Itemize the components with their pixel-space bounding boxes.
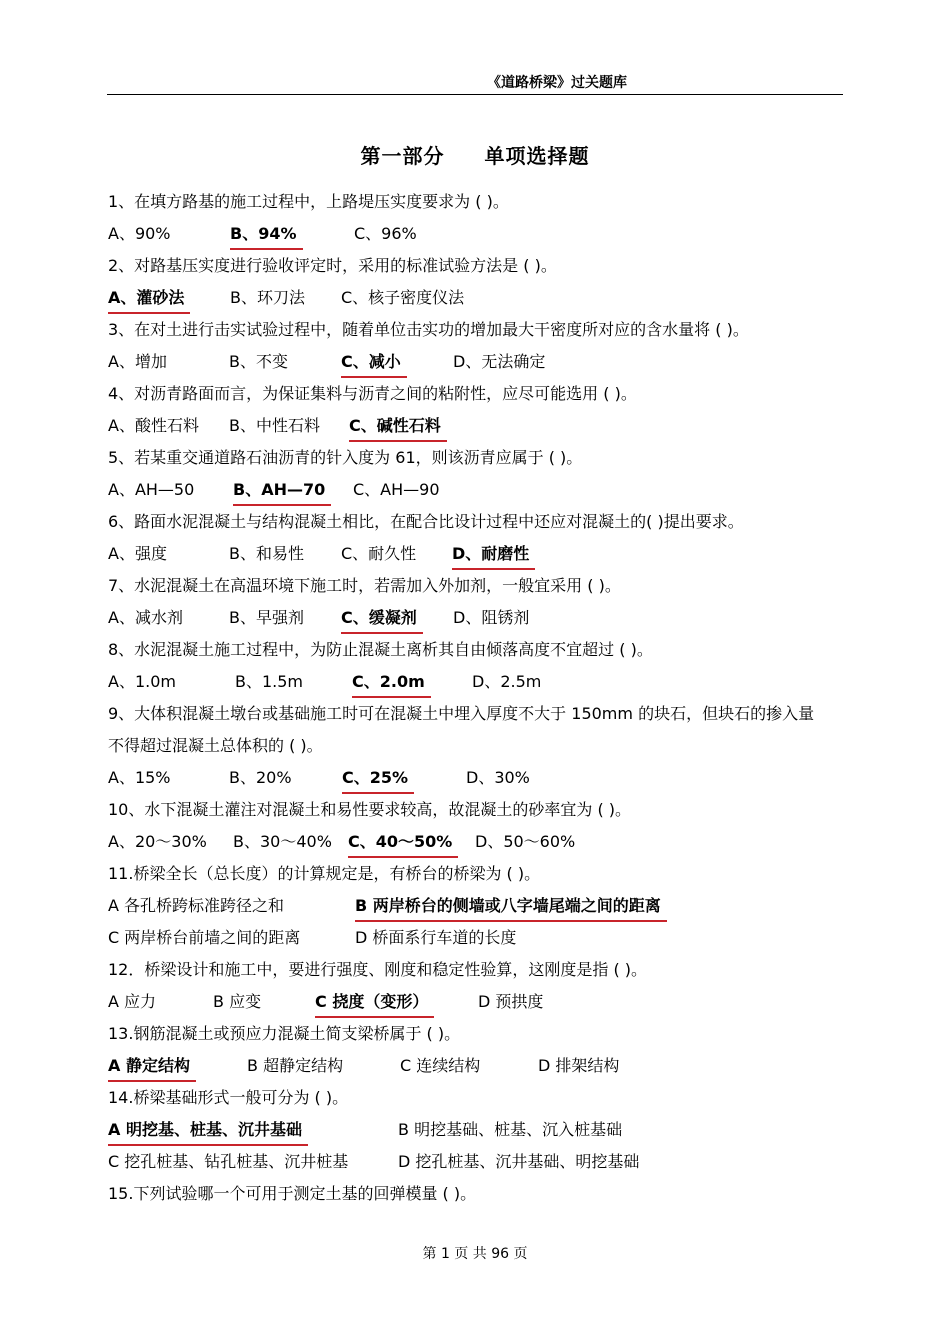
answer-option: C、碱性石料 [349, 414, 447, 442]
answer-option: C、减小 [341, 350, 407, 378]
option: D、无法确定 [453, 352, 546, 371]
option: B、和易性 [229, 544, 304, 563]
option: A、AH—50 [108, 480, 195, 499]
option: C 挖孔桩基、钻孔桩基、沉井桩基 [108, 1152, 349, 1171]
option: B 超静定结构 [247, 1056, 344, 1075]
option: B、1.5m [235, 672, 304, 691]
part-name: 单项选择题 [484, 144, 590, 168]
option: C、核子密度仪法 [341, 288, 465, 307]
option: B、30～40% [233, 832, 332, 851]
answer-option: D、耐磨性 [452, 542, 535, 570]
answer-option: A、灌砂法 [108, 286, 190, 314]
question-10: 10、水下混凝土灌注对混凝土和易性要求较高，故混凝土的砂率宜为 ( )。 [108, 800, 632, 819]
option: D 挖孔桩基、沉井基础、明挖基础 [398, 1152, 640, 1171]
page-header [107, 72, 843, 95]
option: B 明挖基础、桩基、沉入桩基础 [398, 1120, 623, 1139]
option: A、减水剂 [108, 608, 183, 627]
option: A 各孔桥跨标准跨径之和 [108, 896, 285, 915]
option: B、环刀法 [230, 288, 305, 307]
option: D 排架结构 [538, 1056, 620, 1075]
option: D、2.5m [472, 672, 542, 691]
option: B、早强剂 [229, 608, 304, 627]
question-4: 4、对沥青路面而言，为保证集料与沥青之间的粘附性，应尽可能选用 ( )。 [108, 384, 637, 403]
option: C、耐久性 [341, 544, 417, 563]
answer-option: C、40～50% [348, 830, 458, 858]
option: C 连续结构 [400, 1056, 481, 1075]
option: B、20% [229, 768, 292, 787]
option: D 预拱度 [478, 992, 544, 1011]
option: C 两岸桥台前墙之间的距离 [108, 928, 301, 947]
option: D、50～60% [475, 832, 576, 851]
option: A、1.0m [108, 672, 176, 691]
question-9-cont: 不得超过混凝土总体积的 ( )。 [108, 736, 323, 755]
question-8: 8、水泥混凝土施工过程中，为防止混凝土离析其自由倾落高度不宜超过 ( )。 [108, 640, 653, 659]
answer-option: C、缓凝剂 [341, 606, 423, 634]
option: B、中性石料 [229, 416, 320, 435]
option: A、90% [108, 224, 171, 243]
answer-option: C、2.0m [352, 670, 431, 698]
question-12: 12．桥梁设计和施工中，要进行强度、刚度和稳定性验算，这刚度是指 ( )。 [108, 960, 648, 979]
option: A、20～30% [108, 832, 207, 851]
question-1: 1、在填方路基的施工过程中，上路堤压实度要求为 ( )。 [108, 192, 509, 211]
answer-option: C、25% [342, 766, 414, 794]
answer-option: B、AH—70 [233, 478, 331, 506]
question-5: 5、若某重交通道路石油沥青的针入度为 61，则该沥青应属于 ( )。 [108, 448, 583, 467]
part-label: 第一部分 [360, 144, 445, 168]
header-title: 《道路桥梁》过关题库 [487, 75, 627, 91]
option: B、不变 [229, 352, 288, 371]
option: B 应变 [213, 992, 262, 1011]
question-7: 7、水泥混凝土在高温环境下施工时，若需加入外加剂，一般宜采用 ( )。 [108, 576, 621, 595]
option: D、阻锈剂 [453, 608, 530, 627]
option: A、增加 [108, 352, 167, 371]
question-6: 6、路面水泥混凝土与结构混凝土相比，在配合比设计过程中还应对混凝土的( )提出要求。 [108, 512, 744, 531]
question-3: 3、在对土进行击实试验过程中，随着单位击实功的增加最大干密度所对应的含水量将 ( )。 [108, 320, 749, 339]
option: C、AH—90 [353, 480, 440, 499]
answer-option: C 挠度（变形） [315, 990, 434, 1018]
option: D、30% [466, 768, 530, 787]
answer-option: A 静定结构 [108, 1054, 196, 1082]
option: A、酸性石料 [108, 416, 199, 435]
option: A、15% [108, 768, 171, 787]
part-title [0, 140, 950, 169]
question-13: 13.钢筋混凝土或预应力混凝土简支梁桥属于 ( )。 [108, 1024, 461, 1043]
question-2: 2、对路基压实度进行验收评定时，采用的标准试验方法是 ( )。 [108, 256, 557, 275]
option: A 应力 [108, 992, 157, 1011]
option: C、96% [354, 224, 417, 243]
option: D 桥面系行车道的长度 [355, 928, 517, 947]
question-9: 9、大体积混凝土墩台或基础施工时可在混凝土中埋入厚度不大于 150mm 的块石，但块石的掺入量 [108, 704, 815, 723]
page-footer: 第 1 页 共 96 页 [422, 1246, 528, 1262]
question-11: 11.桥梁全长（总长度）的计算规定是，有桥台的桥梁为 ( )。 [108, 864, 541, 883]
question-15: 15.下列试验哪一个可用于测定土基的回弹模量 ( )。 [108, 1184, 477, 1203]
answer-option: A 明挖基、桩基、沉井基础 [108, 1118, 308, 1146]
question-14: 14.桥梁基础形式一般可分为 ( )。 [108, 1088, 349, 1107]
option: A、强度 [108, 544, 167, 563]
answer-option: B 两岸桥台的侧墙或八字墙尾端之间的距离 [355, 894, 667, 922]
answer-option: B、94% [230, 222, 303, 250]
